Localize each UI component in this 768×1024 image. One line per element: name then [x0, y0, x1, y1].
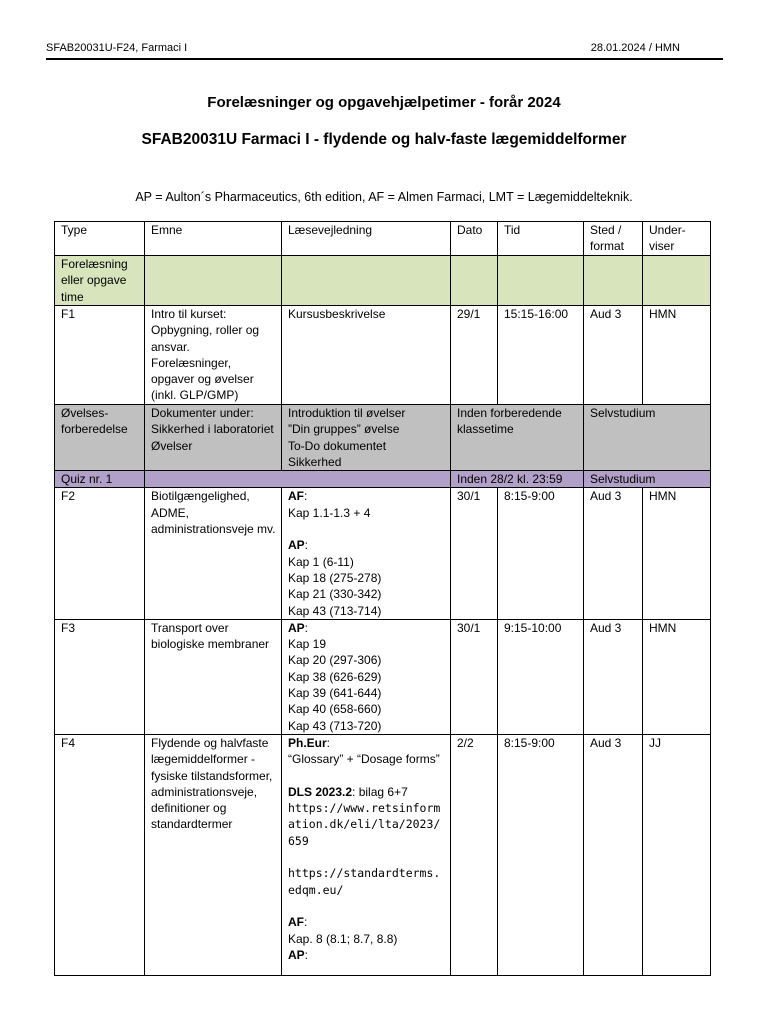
header-rule [46, 58, 723, 60]
table-row-f3 [55, 619, 711, 734]
prep-reading: Introduktion til øvelser ”Din gruppes” øvelse To-Do dokumentet Sikkerhed [282, 405, 451, 471]
prep-topic: Dokumenter under: Sikkerhed i laboratoriet Øvelser [145, 405, 282, 471]
f1-time: 15:15-16:00 [498, 306, 584, 405]
f3-reading: AP: Kap 19 Kap 20 (297-306) Kap 38 (626-629) Kap 39 (641-644) Kap 40 (658-660) Kap 43 (713-720) [282, 619, 451, 734]
f4-af-label: AF [288, 915, 304, 930]
page-subtitle: SFAB20031U Farmaci I - flydende og halv-faste lægemiddelformer [141, 131, 627, 148]
f4-dls-label: DLS 2023.2 [288, 784, 353, 799]
f2-time: 8:15-9:00 [498, 488, 584, 619]
f4-place: Aud 3 [584, 734, 643, 975]
legend-row [55, 256, 711, 306]
f2-af-label: AF [288, 489, 304, 504]
f3-date: 30/1 [451, 619, 498, 734]
legend-type: Forelæsning eller opgave time [55, 256, 145, 306]
f2-topic: Biotilgængelighed, ADME, administrationsveje mv. [145, 488, 282, 619]
f4-reading: Ph.Eur: “Glossary” + “Dosage forms” DLS 2023.2: bilag 6+7 https://www.retsinformation.dk/eli/lta/2023/659 https://standardterms.edqm.eu/ AF: Kap. 8 (8.1; 8.7, 8.8) AP: [282, 734, 451, 975]
prep-deadline: Inden forberedende klassetime [451, 405, 584, 471]
f2-ap-text: Kap 1 (6-11) Kap 18 (275-278) Kap 21 (330-342) Kap 43 (713-714) [288, 554, 382, 618]
f4-standardterms-link[interactable]: https://standardterms.edqm.eu/ [288, 866, 441, 897]
header-date: Dato [451, 222, 498, 256]
f1-place: Aud 3 [584, 306, 643, 405]
table-row-f4 [55, 734, 711, 975]
f1-type: F1 [55, 306, 145, 405]
f2-ap-label: AP [288, 538, 305, 553]
f2-reading: AF: Kap 1.1-1.3 + 4 AP: Kap 1 (6-11) Kap 18 (275-278) Kap 21 (330-342) Kap 43 (713-714) [282, 488, 451, 619]
f2-type: F2 [55, 488, 145, 619]
header-time: Tid [498, 222, 584, 256]
f4-date: 2/2 [451, 734, 498, 975]
f3-place: Aud 3 [584, 619, 643, 734]
f2-af-text: Kap 1.1-1.3 + 4 [288, 505, 371, 520]
page-title: Forelæsninger og opgavehjælpetimer - forår 2024 [207, 94, 561, 111]
f4-topic: Flydende og halvfaste lægemiddelformer - fysiske tilstandsformer, administrationsveje, definitioner og standardtermer [145, 734, 282, 975]
table-row-f1 [55, 306, 711, 405]
header-topic: Emne [145, 222, 282, 256]
f4-dls-text: bilag 6+7 [358, 784, 408, 799]
f4-pheur-label: Ph.Eur [288, 735, 327, 750]
header-course-code: SFAB20031U-F24, Farmaci I [46, 42, 188, 54]
quiz-type: Quiz nr. 1 [55, 471, 145, 488]
f4-time: 8:15-9:00 [498, 734, 584, 975]
header-reading: Læsevejledning [282, 222, 451, 256]
schedule-table [54, 221, 711, 976]
f3-time: 9:15-10:00 [498, 619, 584, 734]
prep-format: Selvstudium [584, 405, 711, 471]
f4-pheur-text: “Glossary” + “Dosage forms” [288, 752, 440, 767]
f2-date: 30/1 [451, 488, 498, 619]
quiz-deadline: Inden 28/2 kl. 23:59 [451, 471, 584, 488]
table-row-prep [55, 405, 711, 471]
table-row-f2 [55, 488, 711, 619]
f3-topic: Transport over biologiske membraner [145, 619, 282, 734]
f3-type: F3 [55, 619, 145, 734]
header-type: Type [55, 222, 145, 256]
f4-dls-link[interactable]: https://www.retsinformation.dk/eli/lta/2023/659 [288, 801, 441, 848]
f3-ap-text: Kap 19 Kap 20 (297-306) Kap 38 (626-629) Kap 39 (641-644) Kap 40 (658-660) Kap 43 (713-720) [288, 637, 382, 733]
prep-type: Øvelses-forberedelse [55, 405, 145, 471]
header-date-author: 28.01.2024 / HMN [590, 42, 680, 54]
f1-reading: Kursusbeskrivelse [282, 306, 451, 405]
table-row-quiz [55, 471, 711, 488]
f4-af-text: Kap. 8 (8.1; 8.7, 8.8) [288, 931, 398, 946]
table-header-row [55, 222, 711, 256]
f4-teacher: JJ [643, 734, 711, 975]
quiz-format: Selvstudium [584, 471, 711, 488]
f3-teacher: HMN [643, 619, 711, 734]
abbreviations-note: AP = Aulton´s Pharmaceutics, 6th edition, AF = Almen Farmaci, LMT = Lægemiddelteknik. [135, 190, 633, 204]
f1-teacher: HMN [643, 306, 711, 405]
f1-date: 29/1 [451, 306, 498, 405]
f2-teacher: HMN [643, 488, 711, 619]
f2-place: Aud 3 [584, 488, 643, 619]
f3-ap-label: AP [288, 620, 305, 635]
f4-type: F4 [55, 734, 145, 975]
f1-topic: Intro til kurset: Opbygning, roller og ansvar. Forelæsninger, opgaver og øvelser (inkl. GLP/GMP) [145, 306, 282, 405]
header-place: Sted / format [584, 222, 643, 256]
f4-ap-label: AP [288, 947, 305, 962]
header-teacher: Under- viser [643, 222, 711, 256]
